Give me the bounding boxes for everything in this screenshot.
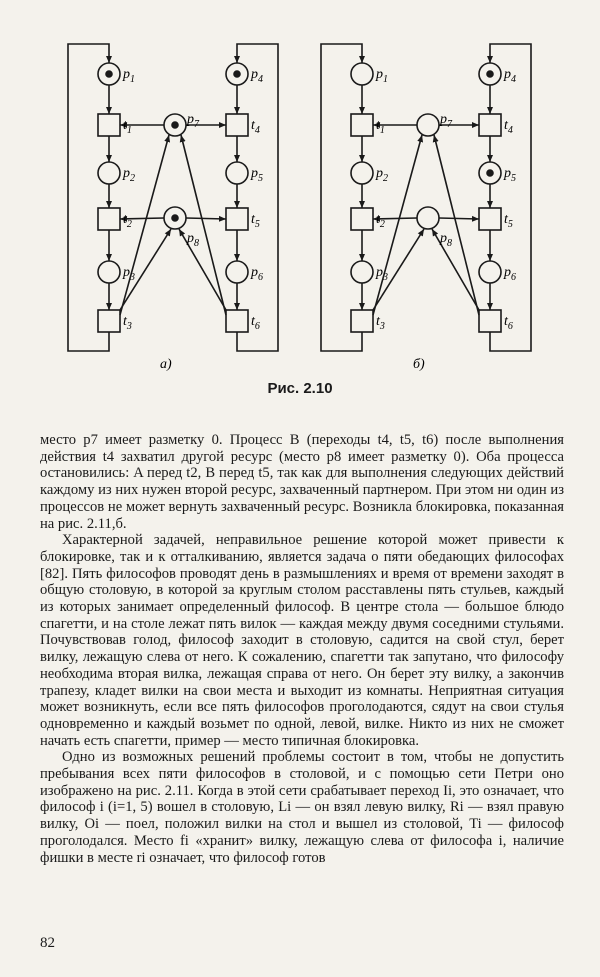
body-text — [40, 432, 564, 866]
arc-p8-t5 — [186, 218, 226, 219]
token-icon — [172, 122, 178, 128]
token-icon — [487, 71, 493, 77]
place-p1 — [351, 63, 373, 85]
transition-label: $t_3$ — [123, 314, 132, 332]
token-icon — [106, 71, 112, 77]
transition-label: $t_3$ — [376, 314, 385, 332]
transition-label: $t_5$ — [251, 212, 260, 230]
transition-t3 — [98, 310, 120, 332]
arc-p8-t5 — [439, 218, 479, 219]
transition-label: $t_4$ — [251, 118, 260, 136]
place-p6 — [226, 261, 248, 283]
place-label: $p_1$ — [376, 67, 388, 85]
place-label: $p_6$ — [504, 265, 516, 283]
return-arc-a — [68, 44, 109, 351]
return-arc-a — [321, 44, 362, 351]
transition-label: $t_1$ — [376, 118, 385, 136]
transition-label: $t_6$ — [504, 314, 513, 332]
arc-t6-p7 — [434, 135, 479, 315]
figure-caption: Рис. 2.10 — [267, 380, 333, 397]
arc-t6-p7 — [181, 135, 226, 315]
transition-t5 — [226, 208, 248, 230]
transition-t6 — [479, 310, 501, 332]
place-label: $p_7$ — [187, 112, 199, 130]
token-icon — [234, 71, 240, 77]
place-p3 — [98, 261, 120, 283]
transition-t1 — [98, 114, 120, 136]
place-label: $p_8$ — [440, 231, 452, 249]
transition-label: $t_4$ — [504, 118, 513, 136]
place-label: $p_3$ — [376, 265, 388, 283]
petri-net-figure — [0, 0, 600, 380]
transition-t5 — [479, 208, 501, 230]
place-p2 — [351, 162, 373, 184]
transition-t1 — [351, 114, 373, 136]
transition-t4 — [226, 114, 248, 136]
place-label: $p_4$ — [251, 67, 263, 85]
page-number: 82 — [40, 935, 55, 951]
token-icon — [487, 170, 493, 176]
paragraph-2: Характерной задачей, неправильное решение которой может привести к блокировке, так и к отталкиванию, является задача о пяти обедающих философах [82]. Пять философов проводят день в размышлениях и время от времени заходят в общую столовую, в которой за круглым столом расставлены пять стульев, каждый из которых занимает определенный философ. В центре стола — большое блюдо спагетти, и на столе лежат пять вилок — каждая между двумя соседними стульями. Почувствовав голод, философ заходит в столовую, садится на свой стул, берет вилку, лежащую слева от него. К сожалению, спагетти так запутано, что философу необходима вторая вилка, лежащая справа от него. Он берет эту вилку, а закончив трапезу, кладет вилки на свои места и выходит из комнаты. Неприятная ситуация может возникнуть, если все пять философов проголодаются, сядут на свои стулья одновременно и каждый возьмет по одной, левой, вилке. Никто из них не сможет начать есть спагетти, пример — место типичная блокировка. — [40, 532, 564, 749]
transition-label: $t_6$ — [251, 314, 260, 332]
place-label: $p_5$ — [251, 166, 263, 184]
place-label: $p_8$ — [187, 231, 199, 249]
place-p6 — [479, 261, 501, 283]
place-p3 — [351, 261, 373, 283]
transition-label: $t_2$ — [376, 212, 385, 230]
return-arc-b — [237, 44, 278, 351]
place-label: $p_5$ — [504, 166, 516, 184]
transition-t4 — [479, 114, 501, 136]
return-arc-b — [490, 44, 531, 351]
panel-label: б) — [413, 357, 425, 372]
place-p2 — [98, 162, 120, 184]
transition-label: $t_1$ — [123, 118, 132, 136]
token-icon — [172, 215, 178, 221]
place-label: $p_1$ — [123, 67, 135, 85]
place-label: $p_4$ — [504, 67, 516, 85]
transition-t6 — [226, 310, 248, 332]
transition-label: $t_5$ — [504, 212, 513, 230]
transition-t3 — [351, 310, 373, 332]
transition-t2 — [98, 208, 120, 230]
place-label: $p_2$ — [123, 166, 135, 184]
transition-label: $t_2$ — [123, 212, 132, 230]
place-p7 — [417, 114, 439, 136]
place-label: $p_6$ — [251, 265, 263, 283]
panel-label: а) — [160, 357, 172, 372]
place-p5 — [226, 162, 248, 184]
transition-t2 — [351, 208, 373, 230]
place-p8 — [417, 207, 439, 229]
place-label: $p_2$ — [376, 166, 388, 184]
place-label: $p_3$ — [123, 265, 135, 283]
paragraph-3: Одно из возможных решений проблемы состоит в том, чтобы не допустить пребывания всех пяти философов в столовой, и с помощью сети Петри оно изображено на рис. 2.11. Когда в этой сети срабатывает переход Ii, это означает, что философ i (i=1, 5) вошел в столовую, Li — он взял левую вилку, Ri — взял правую вилку, Oi — поел, положил вилки на стол и вышел из столовой, Ti — философ проголодался. Место fi «хранит» вилку, лежащую слева от философа i, наличие фишки в месте ri означает, что философ готов — [40, 749, 564, 866]
place-label: $p_7$ — [440, 112, 452, 130]
paragraph-1: место p7 имеет разметку 0. Процесс B (переходы t4, t5, t6) после выполнения действия t4 захватил другой ресурс (место p8 имеет разметку 0). Оба процесса остановились: A перед t2, B перед t5, так как для выполнения следующих действий каждому из них нужен второй ресурс, захваченный партнером. При этом ни один из процессов не может вернуть захваченный ресурс. Возникла блокировка, показанная на рис. 2.11,б. — [40, 432, 564, 532]
